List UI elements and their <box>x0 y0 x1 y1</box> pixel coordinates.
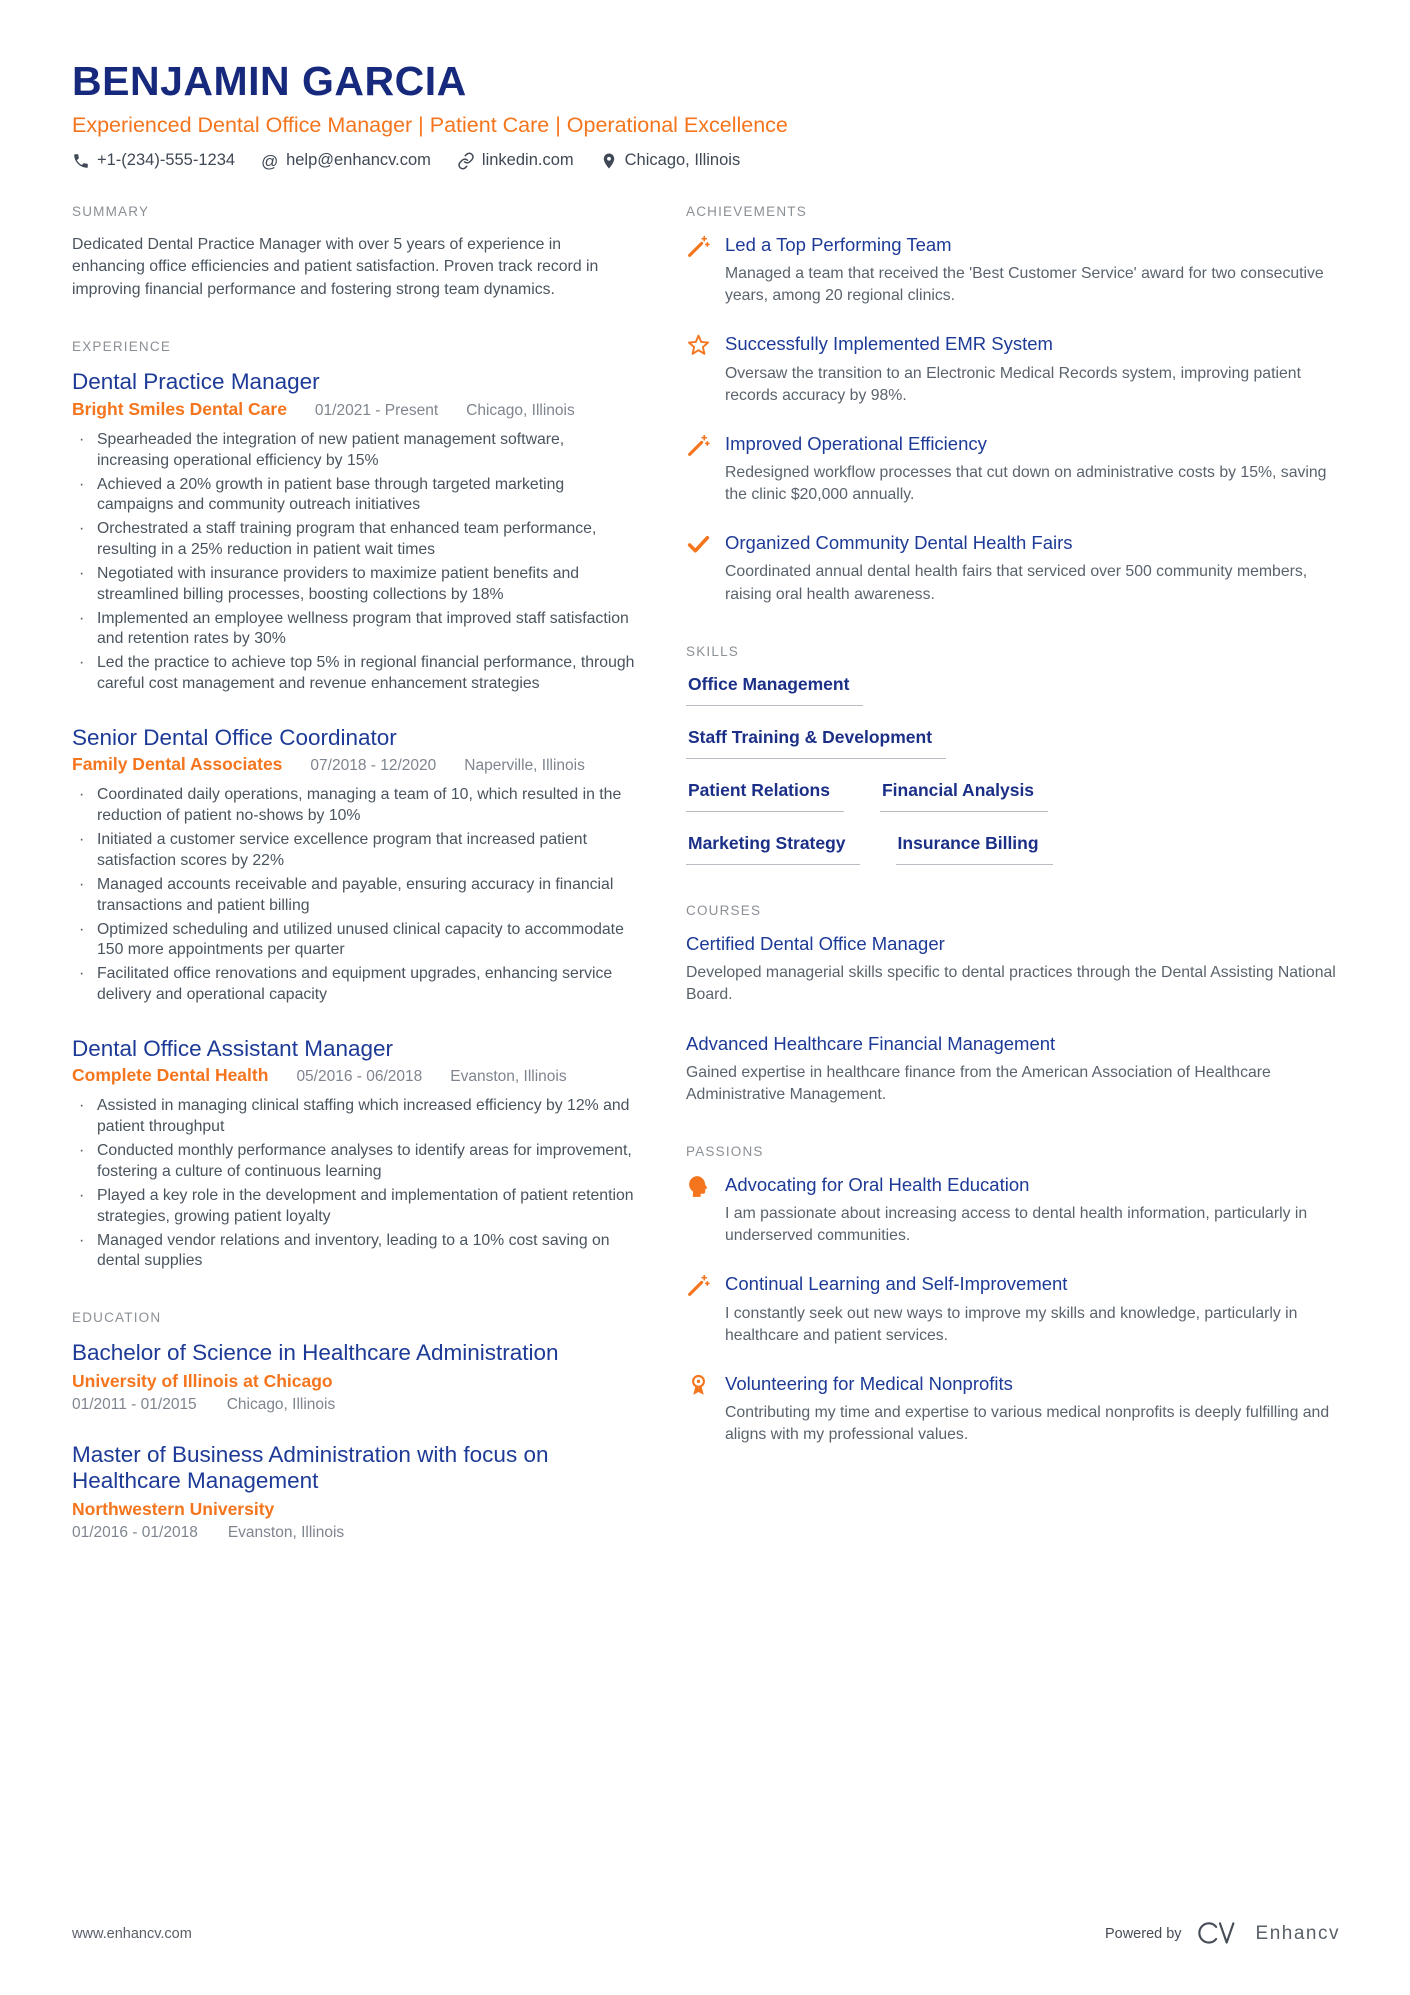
degree-entry <box>72 1442 638 1542</box>
degree-dates: 01/2011 - 01/2015 <box>72 1395 197 1413</box>
job-company: Family Dental Associates <box>72 754 283 775</box>
job-bullet: · Coordinated daily operations, managing a team of 10, which resulted in the reduction of patient no-shows by 10% <box>72 785 638 827</box>
course-entry <box>686 933 1340 1006</box>
magic-wand-icon <box>686 433 711 458</box>
job-bullet: · Spearheaded the integration of new patient management software, increasing operational efficiency by 15% <box>72 430 638 472</box>
passion-title: Volunteering for Medical Nonprofits <box>725 1372 1013 1394</box>
degree-title: Bachelor of Science in Healthcare Administration <box>72 1340 559 1366</box>
magic-wand-icon <box>686 1273 711 1298</box>
job-location: Chicago, Illinois <box>466 401 575 419</box>
achievements-heading: ACHIEVEMENTS <box>686 204 807 219</box>
achievement-item <box>686 234 1340 307</box>
achievement-text: Redesigned workflow processes that cut down on administrative costs by 15%, saving the clinic $20,000 annually. <box>725 464 1327 504</box>
magic-wand-icon <box>686 234 711 259</box>
passion-item <box>686 1273 1340 1346</box>
achievement-text: Oversaw the transition to an Electronic Medical Records system, improving patient records accuracy by 98%. <box>725 364 1301 404</box>
link-icon <box>457 152 475 170</box>
job-bullet: · Negotiated with insurance providers to maximize patient benefits and streamlined billing processes, boosting collections by 18% <box>72 564 638 606</box>
courses-heading: COURSES <box>686 902 762 918</box>
link-text: linkedin.com <box>481 151 574 169</box>
passion-text: Contributing my time and expertise to various medical nonprofits is deeply fulfilling and aligns with my professional values. <box>725 1404 1330 1444</box>
achievement-title: Led a Top Performing Team <box>725 234 952 255</box>
course-title: Certified Dental Office Manager <box>686 932 945 954</box>
achievement-text: Managed a team that received the 'Best Customer Service' award for two consecutive years, among 20 regional clinics. <box>725 265 1324 305</box>
job-location: Evanston, Illinois <box>450 1068 567 1086</box>
skill-tag: Financial Analysis <box>880 780 1048 812</box>
job-dates: 05/2016 - 06/2018 <box>296 1068 423 1086</box>
job-bullets <box>72 430 638 695</box>
location-contact <box>600 151 741 170</box>
course-text: Developed managerial skills specific to dental practices through the Dental Assisting National Board. <box>686 963 1336 1003</box>
job-bullet: · Implemented an employee wellness program that improved staff satisfaction and retention rates by 30% <box>72 609 638 651</box>
job-bullet: · Optimized scheduling and utilized unused clinical capacity to accommodate 150 more appointments per quarter <box>72 920 638 962</box>
job-location: Naperville, Illinois <box>464 757 585 775</box>
skill-tag: Staff Training & Development <box>686 727 946 759</box>
achievement-title: Organized Community Dental Health Fairs <box>725 532 1073 554</box>
passion-text: I am passionate about increasing access to dental health information, particularly in underserved communities. <box>725 1205 1308 1245</box>
passion-item <box>686 1373 1340 1446</box>
degree-location: Chicago, Illinois <box>226 1395 336 1413</box>
education-heading: EDUCATION <box>72 1310 162 1326</box>
courses-section <box>686 903 1340 1106</box>
phone-icon <box>72 152 90 170</box>
contact-row <box>72 151 1340 170</box>
powered-by-label: Powered by <box>1104 1925 1182 1942</box>
head-profile-icon <box>686 1174 711 1199</box>
summary-section <box>72 204 638 301</box>
job-bullet: · Achieved a 20% growth in patient base through targeted marketing campaigns and community outreach initiatives <box>72 475 638 517</box>
job-bullet: · Played a key role in the development and implementation of patient retention strategies, growing patient loyalty <box>72 1186 638 1228</box>
degree-school: University of Illinois at Chicago <box>72 1370 333 1391</box>
award-ribbon-icon <box>686 1373 711 1398</box>
phone-contact[interactable] <box>72 151 235 170</box>
summary-heading: SUMMARY <box>72 204 150 219</box>
achievements-section <box>686 204 1340 606</box>
experience-section <box>72 339 638 1272</box>
email-address: help@enhancv.com <box>286 151 431 169</box>
job-bullet: · Managed vendor relations and inventory, leading to a 10% cost saving on dental supplies <box>72 1231 638 1273</box>
location-text: Chicago, Illinois <box>624 151 741 169</box>
education-section <box>72 1310 638 1542</box>
job-bullet: · Facilitated office renovations and equipment upgrades, enhancing service delivery and operational capacity <box>72 964 638 1006</box>
degree-school: Northwestern University <box>72 1498 275 1519</box>
skills-section <box>686 644 1340 865</box>
skill-tag: Insurance Billing <box>896 833 1053 865</box>
job-title: Dental Practice Manager <box>72 369 320 395</box>
job-bullets <box>72 785 638 1005</box>
link-contact[interactable] <box>457 151 574 170</box>
passion-title: Advocating for Oral Health Education <box>725 1174 1030 1196</box>
job-dates: 01/2021 - Present <box>314 401 439 419</box>
job-title: Dental Office Assistant Manager <box>72 1035 393 1061</box>
at-icon: @ <box>261 151 279 171</box>
degree-title: Master of Business Administration with focus on Healthcare Management <box>72 1441 549 1494</box>
skill-tag: Marketing Strategy <box>686 833 860 865</box>
job-dates: 07/2018 - 12/2020 <box>310 757 437 775</box>
job-company: Complete Dental Health <box>72 1065 269 1086</box>
person-name: BENJAMIN GARCIA <box>72 58 467 104</box>
job-entry <box>72 369 638 695</box>
job-bullet: · Managed accounts receivable and payable, ensuring accuracy in financial transactions and patient billing <box>72 875 638 917</box>
passions-heading: PASSIONS <box>686 1144 764 1160</box>
summary-text: Dedicated Dental Practice Manager with over 5 years of experience in enhancing office efficiencies and patient satisfaction. Proven track record in improving financial performance and fostering strong team dynamics. <box>72 236 599 298</box>
job-bullets <box>72 1096 638 1272</box>
course-entry <box>686 1033 1340 1106</box>
location-pin-icon <box>600 152 618 170</box>
enhancv-logo-icon[interactable] <box>1196 1920 1242 1947</box>
job-bullet: · Orchestrated a staff training program that enhanced team performance, resulting in a 25% reduction in patient wait times <box>72 519 638 561</box>
achievement-text: Coordinated annual dental health fairs that serviced over 500 community members, raising oral health awareness. <box>725 563 1308 603</box>
footer-site-link[interactable]: www.enhancv.com <box>72 1925 192 1942</box>
phone-number: +1-(234)-555-1234 <box>97 151 236 169</box>
star-icon <box>686 333 711 358</box>
passion-text: I constantly seek out new ways to improve my skills and knowledge, particularly in healthcare and patient services. <box>725 1304 1298 1344</box>
degree-entry <box>72 1340 638 1414</box>
job-bullet: · Conducted monthly performance analyses to identify areas for improvement, fostering a culture of continuous learning <box>72 1141 638 1183</box>
skill-tag: Office Management <box>686 674 863 706</box>
skill-tag: Patient Relations <box>686 780 844 812</box>
email-contact[interactable] <box>261 151 431 170</box>
headline: Experienced Dental Office Manager | Patient Care | Operational Excellence <box>72 113 788 137</box>
job-company: Bright Smiles Dental Care <box>72 398 287 419</box>
achievement-item <box>686 333 1340 406</box>
job-title: Senior Dental Office Coordinator <box>72 724 397 750</box>
job-bullet: · Initiated a customer service excellence program that increased patient satisfaction scores by 22% <box>72 830 638 872</box>
achievement-title: Improved Operational Efficiency <box>725 432 987 454</box>
course-text: Gained expertise in healthcare finance from the American Association of Healthcare Administrative Management. <box>686 1063 1271 1103</box>
enhancv-brand-name[interactable]: Enhancv <box>1255 1922 1340 1944</box>
achievement-title: Successfully Implemented EMR System <box>725 333 1053 355</box>
passions-section <box>686 1144 1340 1446</box>
job-bullet: · Led the practice to achieve top 5% in regional financial performance, through careful cost management and revenue enhancement strategies <box>72 653 638 695</box>
experience-heading: EXPERIENCE <box>72 339 172 355</box>
check-icon <box>686 532 711 557</box>
passion-item <box>686 1174 1340 1247</box>
passion-title: Continual Learning and Self-Improvement <box>725 1273 1068 1295</box>
job-entry <box>72 1036 638 1272</box>
degree-location: Evanston, Illinois <box>227 1523 345 1541</box>
degree-dates: 01/2016 - 01/2018 <box>72 1523 198 1541</box>
skills-heading: SKILLS <box>686 643 739 659</box>
page-footer <box>0 1920 1410 1947</box>
course-title: Advanced Healthcare Financial Management <box>686 1032 1056 1054</box>
achievement-item <box>686 433 1340 506</box>
job-entry <box>72 725 638 1006</box>
achievement-item <box>686 532 1340 605</box>
job-bullet: · Assisted in managing clinical staffing which increased efficiency by 12% and patient throughput <box>72 1096 638 1138</box>
